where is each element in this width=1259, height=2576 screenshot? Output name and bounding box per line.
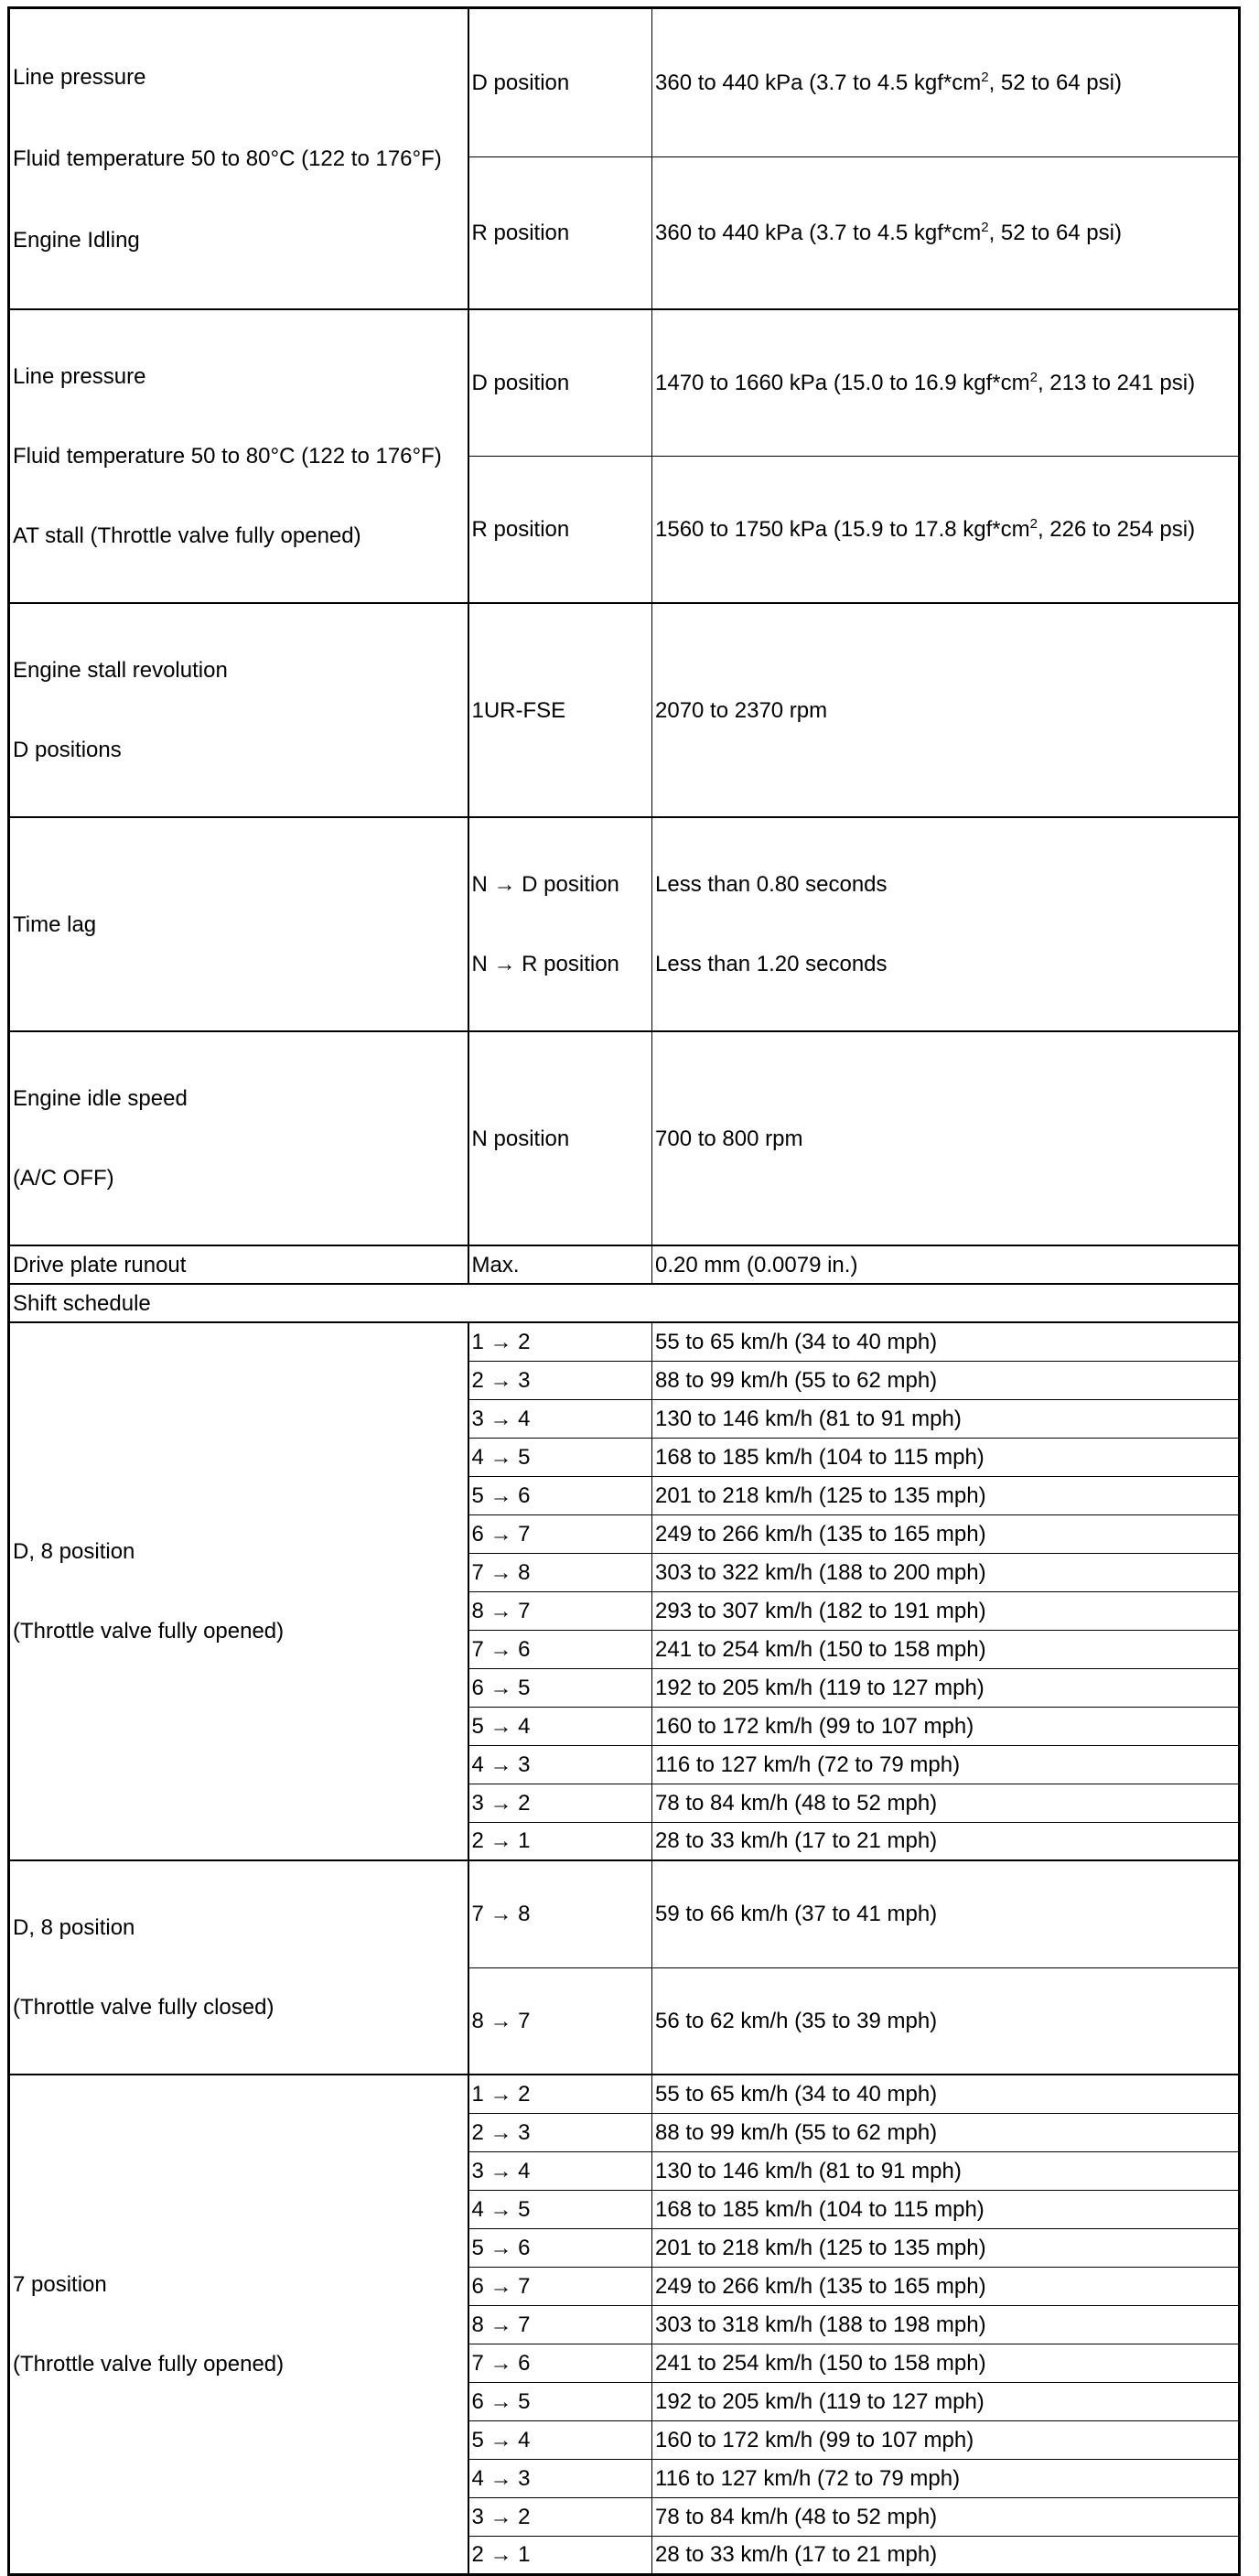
value-cell: 700 to 800 rpm: [652, 1031, 1240, 1245]
item-line: Engine Idling: [13, 228, 140, 253]
value-cell: [652, 309, 1240, 457]
item-line: D positions: [13, 738, 122, 762]
value-text: , 52 to 64 psi): [988, 221, 1122, 246]
speed-cell: 201 to 218 km/h (125 to 135 mph): [652, 2228, 1240, 2267]
item-line: Fluid temperature 50 to 80°C (122 to 176°F): [13, 444, 442, 469]
shift-cell: 5 → 4: [468, 2420, 652, 2459]
shift-cell: 6 → 7: [468, 2267, 652, 2305]
group-label-line: D, 8 position: [13, 1539, 135, 1564]
condition-cell: R position: [468, 457, 652, 604]
shift-cell: 1 → 2: [468, 2075, 652, 2113]
shift-cell: 3 → 2: [468, 1784, 652, 1822]
value-superscript: 2: [1029, 516, 1038, 532]
group-label-line: 7 position: [13, 2271, 107, 2297]
group-label-line: (Throttle valve fully closed): [13, 1995, 274, 2020]
value-text: , 226 to 254 psi): [1037, 517, 1196, 542]
group-label-line: D, 8 position: [13, 1915, 135, 1940]
speed-cell: 168 to 185 km/h (104 to 115 mph): [652, 2190, 1240, 2228]
value-line: Less than 0.80 seconds: [655, 872, 888, 897]
condition-cell: D position: [468, 309, 652, 457]
speed-cell: 116 to 127 km/h (72 to 79 mph): [652, 2459, 1240, 2497]
shift-cell: 7 → 6: [468, 2344, 652, 2382]
condition-cell: 1UR-FSE: [468, 603, 652, 817]
speed-cell: 293 to 307 km/h (182 to 191 mph): [652, 1591, 1240, 1630]
speed-cell: 249 to 266 km/h (135 to 165 mph): [652, 1514, 1240, 1553]
speed-cell: 249 to 266 km/h (135 to 165 mph): [652, 2267, 1240, 2305]
condition-cell: N position: [468, 1031, 652, 1245]
value-cell: [652, 817, 1240, 1031]
speed-cell: 130 to 146 km/h (81 to 91 mph): [652, 1399, 1240, 1438]
table-row: [9, 309, 1240, 457]
value-cell: 0.20 mm (0.0079 in.): [652, 1245, 1240, 1284]
value-text: 1560 to 1750 kPa (15.9 to 17.8 kgf*cm: [655, 517, 1030, 542]
item-line: Line pressure: [13, 65, 146, 90]
shift-cell: 5 → 6: [468, 2228, 652, 2267]
item-line: (A/C OFF): [13, 1166, 114, 1191]
value-cell: [652, 8, 1240, 157]
speed-cell: 192 to 205 km/h (119 to 127 mph): [652, 2382, 1240, 2420]
shift-cell: 2 → 3: [468, 1361, 652, 1399]
shift-cell: 3 → 2: [468, 2497, 652, 2536]
value-text: 1470 to 1660 kPa (15.0 to 16.9 kgf*cm: [655, 371, 1030, 395]
condition-line: N → R position: [471, 952, 619, 976]
item-line: Fluid temperature 50 to 80°C (122 to 176°F): [13, 146, 442, 171]
shift-cell: 8 → 7: [468, 1967, 652, 2075]
speed-cell: 303 to 318 km/h (188 to 198 mph): [652, 2305, 1240, 2344]
shift-cell: 7 → 8: [468, 1860, 652, 1967]
shift-cell: 5 → 4: [468, 1707, 652, 1745]
speed-cell: 241 to 254 km/h (150 to 158 mph): [652, 1630, 1240, 1668]
value-text: , 213 to 241 psi): [1037, 371, 1196, 395]
speed-cell: 168 to 185 km/h (104 to 115 mph): [652, 1438, 1240, 1476]
speed-cell: 160 to 172 km/h (99 to 107 mph): [652, 2420, 1240, 2459]
shift-cell: 1 → 2: [468, 1322, 652, 1361]
value-superscript: 2: [981, 220, 989, 236]
item-line: Line pressure: [13, 364, 146, 389]
shift-cell: 8 → 7: [468, 2305, 652, 2344]
speed-cell: 78 to 84 km/h (48 to 52 mph): [652, 1784, 1240, 1822]
condition-line: N → D position: [471, 872, 619, 897]
shift-cell: 2 → 1: [468, 1822, 652, 1860]
item-cell: Time lag: [9, 817, 468, 1031]
group-label-line: (Throttle valve fully opened): [13, 1619, 285, 1644]
item-line: Engine idle speed: [13, 1086, 188, 1111]
speed-cell: 116 to 127 km/h (72 to 79 mph): [652, 1745, 1240, 1784]
value-superscript: 2: [981, 70, 989, 86]
shift-cell: 3 → 4: [468, 1399, 652, 1438]
item-line: AT stall (Throttle valve fully opened): [13, 523, 361, 548]
table-row: [9, 1245, 1240, 1284]
speed-cell: 130 to 146 km/h (81 to 91 mph): [652, 2151, 1240, 2190]
condition-cell: R position: [468, 157, 652, 309]
speed-cell: 78 to 84 km/h (48 to 52 mph): [652, 2497, 1240, 2536]
specification-table: [7, 6, 1241, 2576]
speed-cell: 59 to 66 km/h (37 to 41 mph): [652, 1860, 1240, 1967]
shift-cell: 4 → 3: [468, 2459, 652, 2497]
shift-cell: 8 → 7: [468, 1591, 652, 1630]
table-row: [9, 8, 1240, 157]
shift-cell: 2 → 1: [468, 2536, 652, 2574]
table-row: [9, 1860, 1240, 1967]
condition-cell: D position: [468, 8, 652, 157]
section-title: Shift schedule: [9, 1284, 1240, 1322]
value-cell: [652, 157, 1240, 309]
table-row: [9, 1322, 1240, 1361]
value-superscript: 2: [1029, 370, 1038, 385]
item-cell: [9, 1031, 468, 1245]
shift-cell: 6 → 7: [468, 1514, 652, 1553]
item-cell: Drive plate runout: [9, 1245, 468, 1284]
table-row: [9, 2075, 1240, 2113]
table-row: [9, 603, 1240, 817]
condition-cell: Max.: [468, 1245, 652, 1284]
speed-cell: 28 to 33 km/h (17 to 21 mph): [652, 1822, 1240, 1860]
value-cell: 2070 to 2370 rpm: [652, 603, 1240, 817]
speed-cell: 55 to 65 km/h (34 to 40 mph): [652, 2075, 1240, 2113]
speed-cell: 55 to 65 km/h (34 to 40 mph): [652, 1322, 1240, 1361]
item-cell: [9, 8, 468, 310]
table-row: [9, 817, 1240, 1031]
speed-cell: 192 to 205 km/h (119 to 127 mph): [652, 1668, 1240, 1707]
speed-cell: 303 to 322 km/h (188 to 200 mph): [652, 1553, 1240, 1591]
speed-cell: 28 to 33 km/h (17 to 21 mph): [652, 2536, 1240, 2574]
shift-cell: 6 → 5: [468, 2382, 652, 2420]
condition-cell: [468, 817, 652, 1031]
group-label-cell: [9, 1860, 468, 2075]
value-cell: [652, 457, 1240, 604]
item-cell: [9, 309, 468, 603]
shift-cell: 4 → 5: [468, 1438, 652, 1476]
value-text: 360 to 440 kPa (3.7 to 4.5 kgf*cm: [655, 221, 982, 246]
value-text: 360 to 440 kPa (3.7 to 4.5 kgf*cm: [655, 70, 982, 96]
shift-cell: 2 → 3: [468, 2113, 652, 2151]
table-row: [9, 1284, 1240, 1322]
speed-cell: 56 to 62 km/h (35 to 39 mph): [652, 1967, 1240, 2075]
shift-cell: 7 → 6: [468, 1630, 652, 1668]
shift-cell: 6 → 5: [468, 1668, 652, 1707]
value-text: , 52 to 64 psi): [988, 70, 1122, 96]
table-row: [9, 1031, 1240, 1245]
group-label-cell: [9, 2075, 468, 2574]
value-line: Less than 1.20 seconds: [655, 952, 888, 976]
shift-cell: 3 → 4: [468, 2151, 652, 2190]
speed-cell: 160 to 172 km/h (99 to 107 mph): [652, 1707, 1240, 1745]
group-label-cell: [9, 1322, 468, 1860]
shift-cell: 4 → 5: [468, 2190, 652, 2228]
item-line: Engine stall revolution: [13, 658, 228, 683]
group-label-line: (Throttle valve fully opened): [13, 2351, 285, 2377]
speed-cell: 88 to 99 km/h (55 to 62 mph): [652, 1361, 1240, 1399]
speed-cell: 88 to 99 km/h (55 to 62 mph): [652, 2113, 1240, 2151]
item-cell: [9, 603, 468, 817]
speed-cell: 201 to 218 km/h (125 to 135 mph): [652, 1476, 1240, 1514]
shift-cell: 4 → 3: [468, 1745, 652, 1784]
shift-cell: 7 → 8: [468, 1553, 652, 1591]
speed-cell: 241 to 254 km/h (150 to 158 mph): [652, 2344, 1240, 2382]
shift-cell: 5 → 6: [468, 1476, 652, 1514]
